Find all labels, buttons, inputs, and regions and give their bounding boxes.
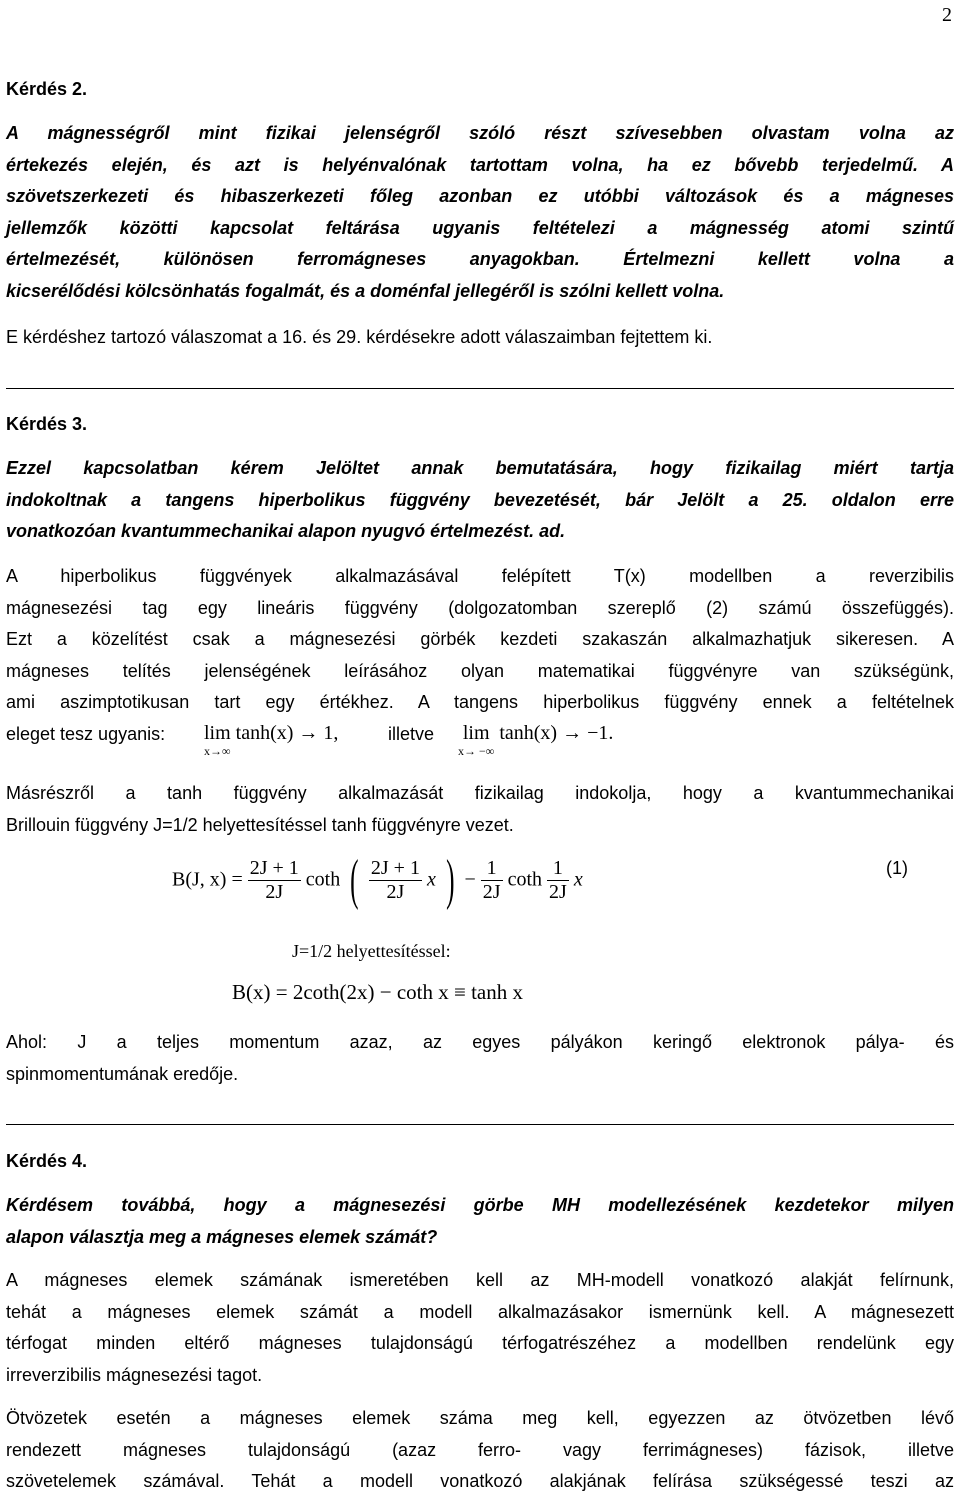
text-line: A mágnességről mint fizikai jelenségről szóló részt szívesebben olvastam volna az (6, 123, 954, 143)
question-3-paragraph-2 (6, 778, 954, 841)
question-3-text (6, 453, 954, 548)
text-line: Ezzel kapcsolatban kérem Jelöltet annak bemutatására, hogy fizikailag miért tartja (6, 458, 954, 478)
text-line: szövetszerkezeti és hibaszerkezeti főleg azonban ez utóbbi változások és a mágneses (6, 186, 954, 206)
question-4-text (6, 1190, 954, 1253)
question-2-text (6, 118, 954, 307)
equation-label: (1) (886, 858, 908, 878)
eq1-lhs: B(J, x) = (172, 868, 243, 891)
eq1-x: x (426, 868, 436, 891)
text-line: kicserélődési kölcsönhatás fogalmát, és a doménfal jellegéről is szólni kellett volna. (6, 280, 725, 301)
text-line: Brillouin függvény J=1/2 helyettesítéssel tanh függvényre vezet. (6, 814, 514, 835)
question-4-answer-2 (6, 1403, 954, 1498)
question-3-conclusion (6, 1027, 954, 1090)
fraction-denominator: 2J (482, 880, 501, 903)
text-line: Ötvözetek esetén a mágneses elemek száma meg kell, egyezzen az ötvözetben lévő (6, 1408, 954, 1428)
limit-1 (204, 722, 338, 757)
fraction-denominator: 2J (549, 880, 567, 903)
limit-expression: tanh(x) → −1. (499, 722, 614, 744)
fraction-numerator: 2J + 1 (249, 856, 299, 879)
text-line: irreverzibilis mágnesezési tagot. (6, 1364, 263, 1385)
text-line: Kérdésem továbbá, hogy a mágnesezési görbe MH modellezésének kezdetekor milyen (6, 1195, 954, 1215)
question-2-section (6, 74, 954, 106)
text-line: A mágneses elemek számának ismeretében kell az MH-modell vonatkozó alakját felírnunk, (6, 1270, 954, 1290)
eq1-fraction (248, 857, 301, 904)
left-paren: ( (350, 849, 359, 911)
eq1-x: x (573, 868, 583, 891)
section-divider (6, 1124, 954, 1125)
eq1-fraction (369, 857, 422, 904)
equation-2: B(x) = 2coth(2x) − coth x ≡ tanh x (232, 980, 523, 1004)
text-line: mágneses telítés jelenségének leírásához olyan matematikai függvényre van szükségünk, (6, 660, 954, 681)
text-line: értelmezését, különösen ferromágneses anyagokban. Értelmezni kellett volna a (6, 249, 954, 269)
text-line: vonatkozóan kvantummechanikai alapon nyugvó értelmezést. ad. (6, 521, 566, 541)
limit-line (6, 719, 954, 759)
text-line: szövetelemek számával. Tehát a modell vonatkozó alakjának felírása szükségessé teszi az (6, 1471, 954, 1491)
equation-1 (172, 849, 583, 911)
question-3-answer (6, 561, 954, 719)
limit-2 (458, 722, 613, 757)
fraction-numerator: 1 (547, 857, 569, 881)
eq1-minus: − (464, 868, 476, 891)
text-line: Másrészről a tanh függvény alkalmazását fizikailag indokolja, hogy a kvantummechanikai (6, 783, 954, 803)
eq1-fraction (481, 857, 503, 904)
answer-text: E kérdéshez tartozó válaszomat a 16. és 29. kérdésekre adott válaszaimban fejtettem ki. (6, 327, 713, 347)
eq1-fraction (547, 857, 569, 904)
section-divider (6, 388, 954, 389)
text-line: rendezett mágneses tulajdonságú (azaz ferro- vagy ferrimágneses) fázisok, illetve (6, 1439, 954, 1460)
fraction-numerator: 2J + 1 (370, 856, 420, 879)
text-line: térfogat minden eltérő mágneses tulajdonságú térfogatrészéhez a modellben rendelünk egy (6, 1333, 954, 1353)
limit-prefix: eleget tesz ugyanis: (6, 724, 166, 744)
text-line: Ahol: J a teljes momentum azaz, az egyes pályákon keringő elektronok pálya- és (6, 1032, 954, 1052)
text-line: ami aszimptotikusan tart egy értékhez. A tangens hiperbolikus függvény ennek a feltételnek (6, 692, 954, 712)
fraction-denominator: 2J (386, 880, 405, 903)
question-4-answer-1 (6, 1265, 954, 1391)
fraction-numerator: 1 (481, 857, 503, 881)
substitution-label: J=1/2 helyettesítéssel: (292, 941, 451, 961)
text-line: tehát a mágneses elemek számát a modell alkalmazásakor ismernünk kell. A mágnesezett (6, 1301, 954, 1322)
question-2-answer (6, 322, 954, 354)
question-2-heading: Kérdés 2. (6, 79, 88, 99)
text-line: jellemzők közötti kapcsolat feltárása ugyanis feltételezi a mágnesség atomi szintű (6, 217, 954, 238)
text-line: Ezt a közelítést csak a mágnesezési görbék kezdeti szakaszán alkalmazhatjuk sikeresen. A (6, 629, 954, 649)
question-3-section (6, 409, 954, 441)
text-line: indokoltnak a tangens hiperbolikus függvény bevezetését, bár Jelölt a 25. oldalon erre (6, 489, 954, 510)
page-number: 2 (942, 4, 952, 26)
text-line: értekezés elején, és azt is helyénvalónak tartottam volna, ha ez bővebb terjedelmű. A (6, 154, 954, 175)
lim-subscript: x→ −∞ (458, 744, 495, 758)
limit-expression: tanh(x) → 1, (235, 722, 339, 744)
eq1-coth: coth (507, 868, 543, 891)
lim-operator: lim (462, 722, 490, 744)
limit-middle: illetve (388, 724, 435, 744)
right-paren: ) (445, 849, 455, 911)
text-line: mágnesezési tag egy lineáris függvény (dolgozatomban szereplő (2) számú összefüggés). (6, 597, 954, 618)
lim-subscript: x→∞ (204, 744, 231, 758)
question-3-heading: Kérdés 3. (6, 414, 88, 434)
fraction-denominator: 2J (265, 880, 284, 903)
text-line: alapon választja meg a mágneses elemek számát? (6, 1226, 438, 1247)
text-line: A hiperbolikus függvények alkalmazásával felépített T(x) modellben a reverzibilis (6, 566, 954, 586)
lim-operator: lim (204, 722, 231, 744)
eq1-coth: coth (305, 868, 341, 891)
question-4-heading: Kérdés 4. (6, 1151, 88, 1171)
text-line: spinmomentumának eredője. (6, 1063, 239, 1084)
question-4-section (6, 1146, 954, 1178)
